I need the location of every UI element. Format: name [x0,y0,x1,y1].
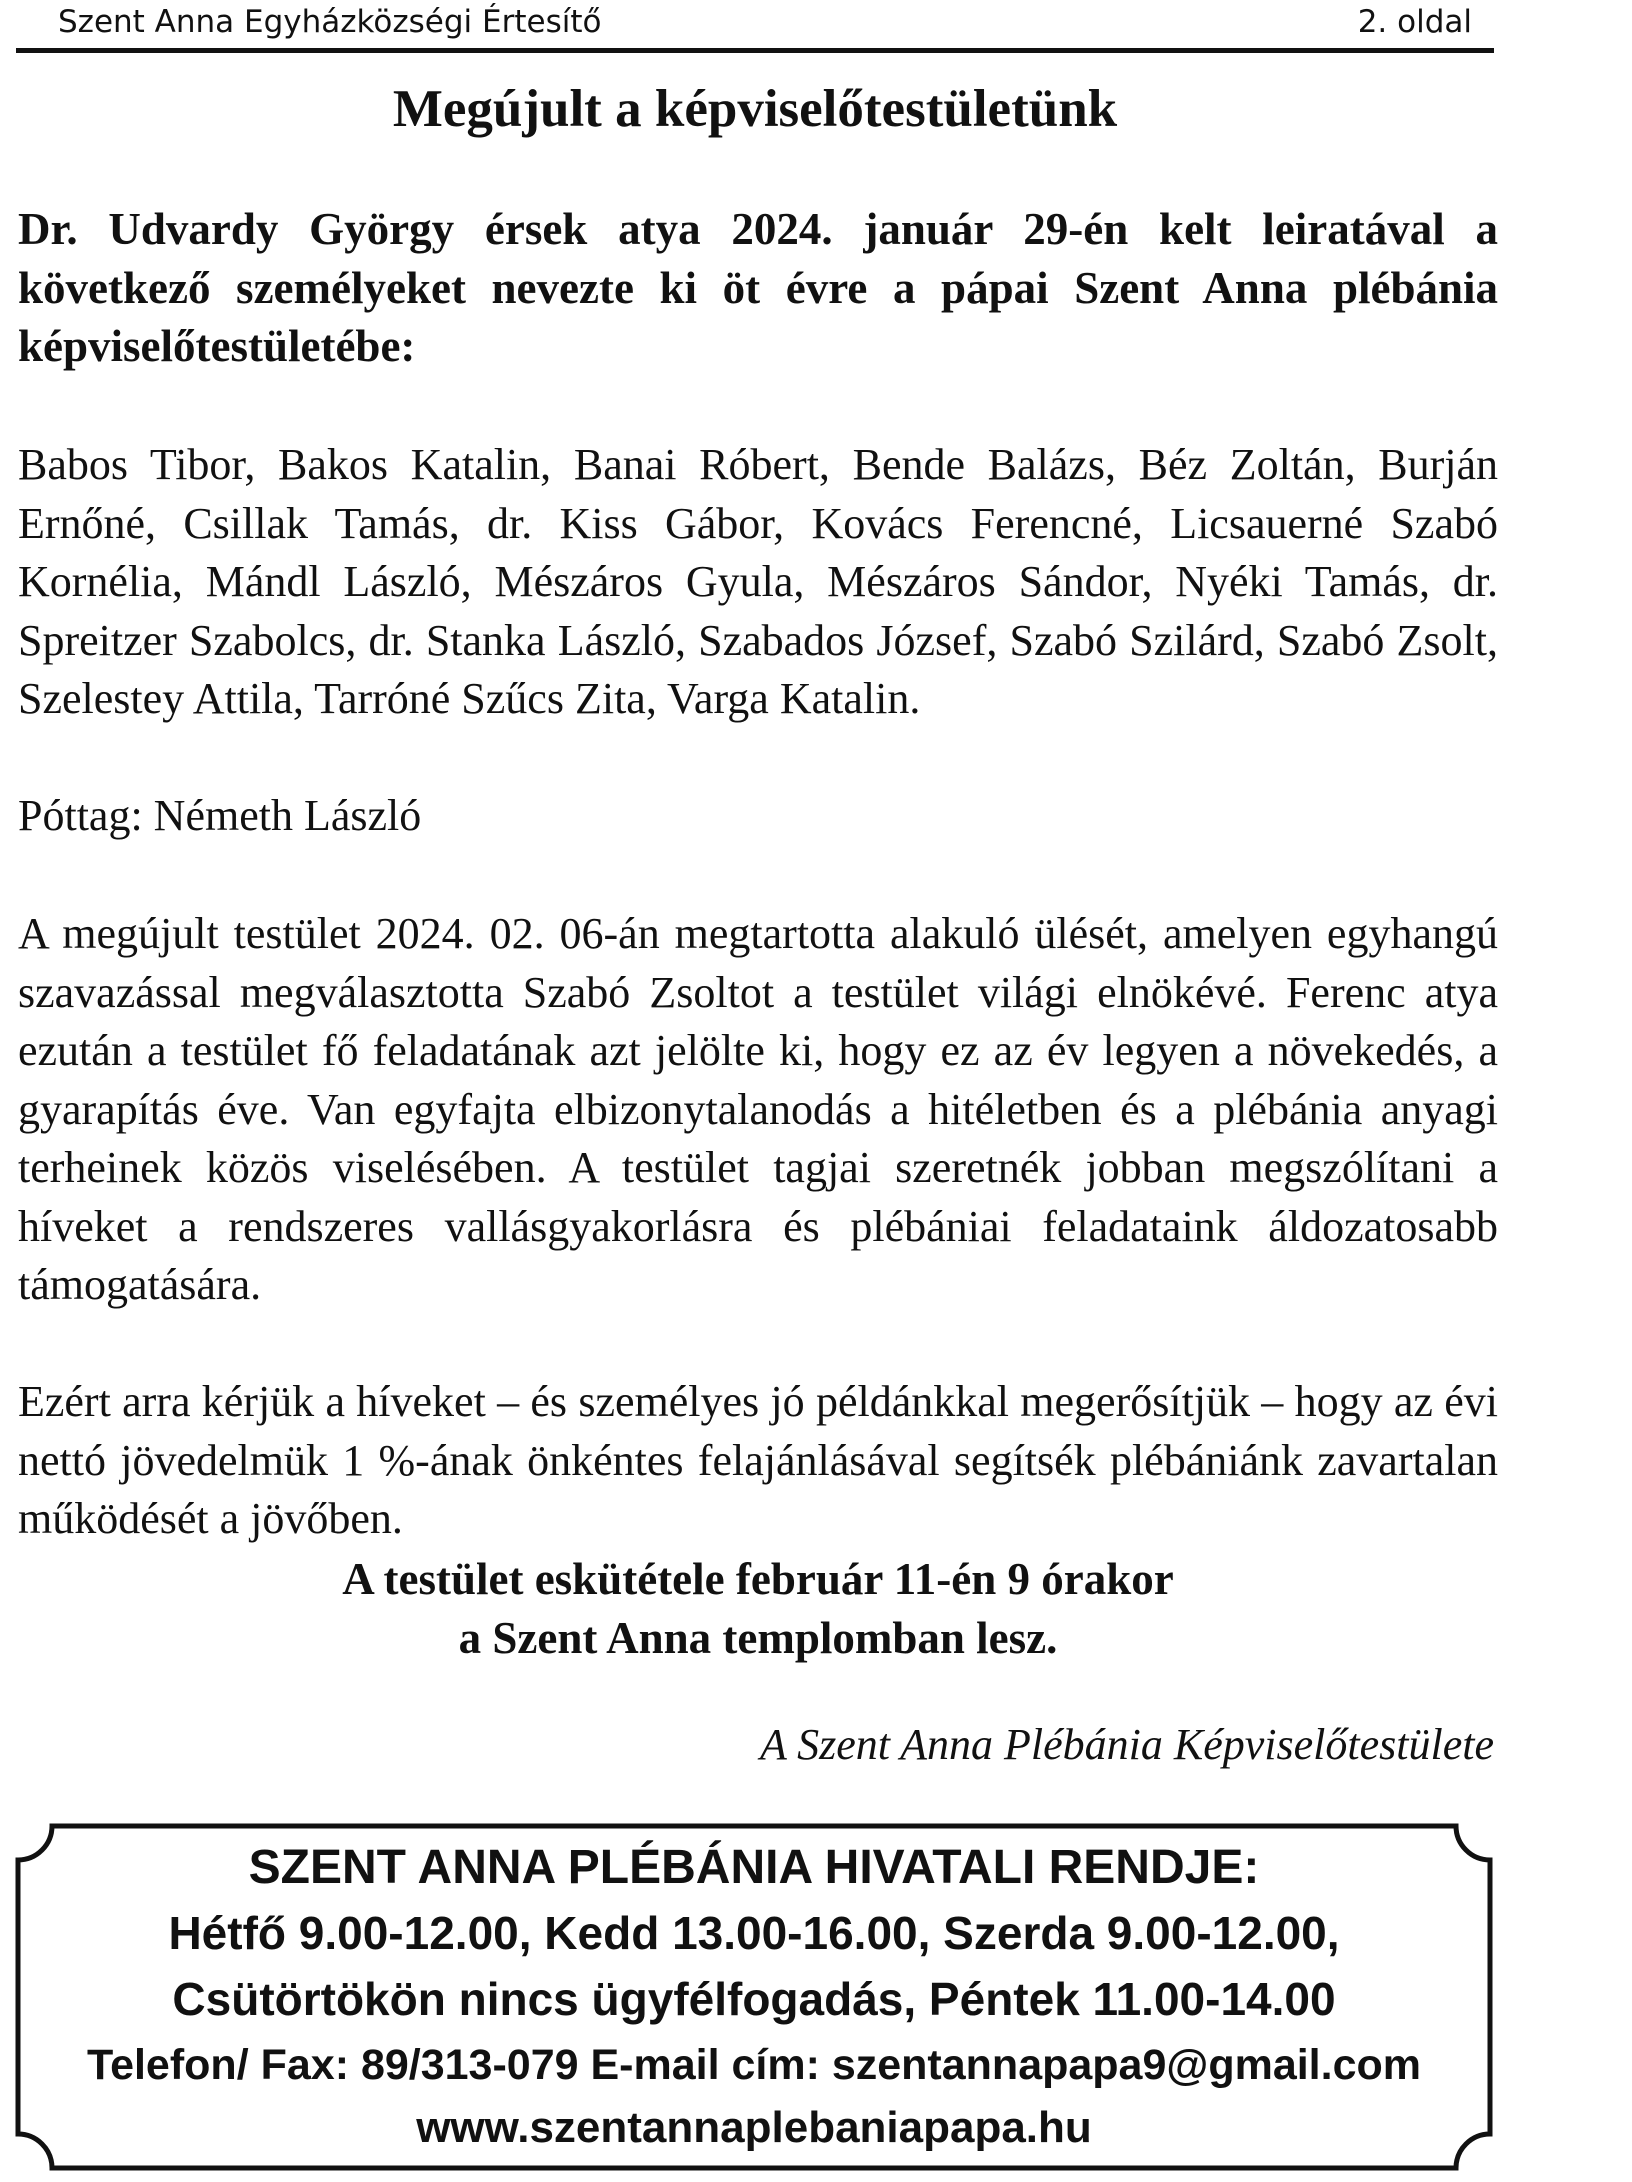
office-hours-title: SZENT ANNA PLÉBÁNIA HIVATALI RENDJE: [248,1841,1260,1894]
article-intro: Dr. Udvardy György érsek atya 2024. január 29-én kelt leiratával a következő személyeket nevezte ki öt évre a pápai Szent Anna plébánia képviselőtestületébe: [18,204,1498,371]
member-list: Babos Tibor, Bakos Katalin, Banai Róbert, Bende Balázs, Béz Zoltán, Burján Ernőné, Csillak Tamás, dr. Kiss Gábor, Kovács Ferencné, Licsauerné Szabó Kornélia, Mándl László, Mészáros Gyula, Mészáros Sándor, Nyéki Tamás, dr. Spreitzer Szabolcs, dr. Stanka László, Szabados József, Szabó Szilárd, Szabó Zsolt, Szelestey Attila, Tarróné Szűcs Zita, Varga Katalin. [18,440,1498,723]
article-paragraph: A megújult testület 2024. 02. 06-án megtartotta alakuló ülését, amelyen egyhangú szavazással megválasztotta Szabó Zsoltot a testület világi elnökévé. Ferenc atya ezután a testület fő feladatának azt jelölte ki, hogy ez az év legyen a növekedés, a gyarapítás éve. Van egyfajta elbizonytalanodás a hitéletben és a plébánia anyagi terheinek közös viselésében. A testület tagjai szeretnék jobban megszólítani a híveket a rendszeres vallásgyakorlásra és plébániai feladataink áldozatosabb támogatására. [18,909,1498,1309]
office-hours-line: Csütörtökön nincs ügyfélfogadás, Péntek 11.00-14.00 [172,1973,1336,2025]
page-header [16,0,1494,53]
oath-announcement [18,1550,1498,1668]
office-hours [12,1836,1496,2158]
publication-name: Szent Anna Egyházközségi Értesítő [58,4,602,40]
announcement-line: A testület eskütétele február 11-én 9 órakor [342,1554,1174,1604]
substitute-member: Póttag: Németh László [18,791,422,840]
article-title: Megújult a képviselőtestületünk [392,80,1118,138]
office-contact: Telefon/ Fax: 89/313-079 E-mail cím: szentannapapa9@gmail.com [87,2041,1421,2089]
announcement-line: a Szent Anna templomban lesz. [458,1613,1058,1663]
office-website: www.szentannaplebaniapapa.hu [416,2103,1092,2152]
office-hours-line: Hétfő 9.00-12.00, Kedd 13.00-16.00, Szerda 9.00-12.00, [168,1907,1340,1959]
article-paragraph: Ezért arra kérjük a híveket – és személyes jó példánkkal megerősítjük – hogy az évi nettó jövedelmük 1 %-ának önkéntes felajánlásával segítsék plébániánk zavartalan működését a jövőben. [18,1377,1498,1543]
article-signature: A Szent Anna Plébánia Képviselőtestülete [759,1720,1494,1769]
page-number: 2. oldal [1357,4,1472,40]
